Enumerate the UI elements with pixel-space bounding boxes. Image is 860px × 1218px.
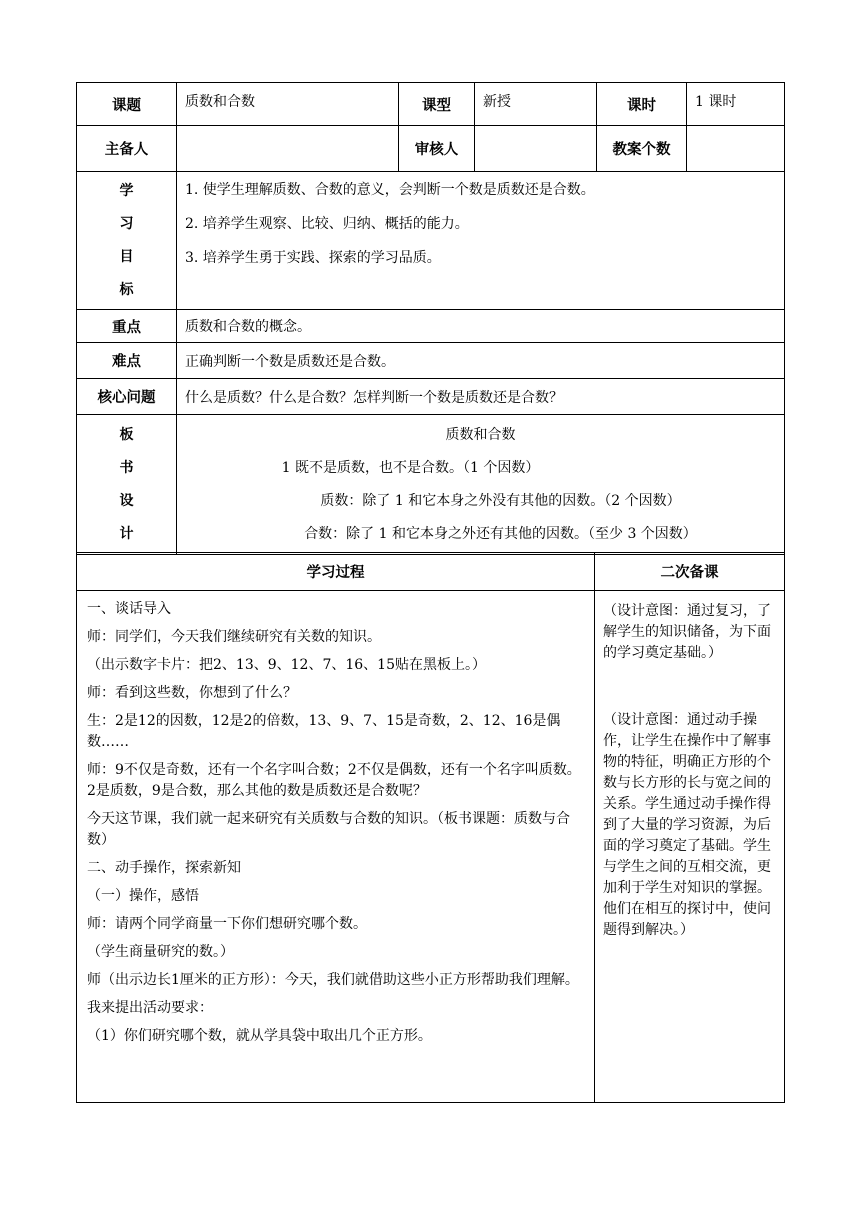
count-label: 教案个数 (597, 126, 687, 172)
difficulty-label: 难点 (77, 343, 177, 379)
process-content (77, 591, 595, 1103)
process-paragraph: （出示数字卡片：把2、13、9、12、7、16、15贴在黑板上。） (87, 657, 486, 673)
process-paragraph: 今天这节课，我们就一起来研究有关质数与合数的知识。（板书课题：质数与合数） (87, 811, 570, 848)
side-note: （设计意图：通过动手操作，让学生在操作中了解事物的特征，明确正方形的个数与长方形的长与宽之间的关系。学生通过动手操作得到了大量的学习资源，为后面的学习奠定了基础。学生与学生之间的互相交流，更加利于学生对知识的掌握。他们在相互的探讨中，使问题得到解决。） (603, 712, 771, 938)
process-paragraph: 我来提出活动要求： (87, 1000, 213, 1016)
process-paragraph: （一）操作，感悟 (87, 888, 199, 904)
difficulty-value: 正确判断一个数是质数还是合数。 (177, 343, 785, 379)
process-title: 学习过程 (77, 553, 595, 591)
board-label-char: 设 (119, 492, 134, 509)
hours-label: 课时 (597, 83, 687, 126)
type-value: 新授 (475, 83, 597, 126)
process-paragraph: 生：2是12的因数，12是2的倍数，13、9、7、15是奇数，2、12、16是偶数…… (87, 713, 561, 750)
process-paragraph: 师：同学们，今天我们继续研究有关数的知识。 (87, 629, 381, 645)
goals-label-char: 目 (119, 248, 134, 265)
process-paragraph: 师（出示边长1厘米的正方形）：今天，我们就借助这些小正方形帮助我们理解。 (87, 972, 579, 988)
type-label: 课型 (399, 83, 475, 126)
board-label-char: 书 (119, 459, 134, 476)
board-title: 质数和合数 (445, 426, 516, 443)
core-question-value: 什么是质数？什么是合数？怎样判断一个数是质数还是合数？ (177, 379, 785, 415)
board-label-char: 板 (119, 426, 134, 443)
goals-label-char: 标 (119, 281, 134, 298)
count-value (687, 126, 785, 172)
process-paragraph: （学生商量研究的数。） (87, 944, 234, 960)
process-paragraph: 师：请两个同学商量一下你们想研究哪个数。 (87, 916, 367, 932)
process-paragraph: 二、动手操作，探索新知 (87, 860, 241, 876)
board-line: 质数：除了 1 和它本身之外没有其他的因数。（2 个因数） (320, 492, 681, 509)
board-line: 1 既不是质数，也不是合数。（1 个因数） (281, 459, 540, 476)
board-label (77, 415, 177, 555)
reviewer-value (475, 126, 597, 172)
goal-item: 1. 使学生理解质数、合数的意义，会判断一个数是质数还是合数。 (185, 182, 595, 198)
key-point-value: 质数和合数的概念。 (177, 310, 785, 343)
side-notes (595, 591, 785, 1103)
topic-label: 课题 (77, 83, 177, 126)
reviewer-label: 审核人 (399, 126, 475, 172)
topic-value: 质数和合数 (177, 83, 399, 126)
process-paragraph: 一、谈话导入 (87, 601, 171, 617)
side-note: （设计意图：通过复习，了解学生的知识储备，为下面的学习奠定基础。） (603, 603, 771, 661)
goal-item: 3. 培养学生勇于实践、探索的学习品质。 (185, 250, 441, 266)
core-question-label: 核心问题 (77, 379, 177, 415)
process-paragraph: 师：看到这些数，你想到了什么？ (87, 685, 297, 701)
process-paragraph: 师：9不仅是奇数，还有一个名字叫合数；2不仅是偶数，还有一个名字叫质数。2是质数，9是合数，那么其他的数是质数还是合数呢？ (87, 762, 581, 799)
board-label-char: 计 (119, 525, 134, 542)
preparer-value (177, 126, 399, 172)
goals-list (177, 172, 785, 310)
process-table (76, 552, 785, 1103)
lesson-info-table (76, 82, 785, 555)
board-line: 合数：除了 1 和它本身之外还有其他的因数。（至少 3 个因数） (304, 525, 697, 542)
goal-item: 2. 培养学生观察、比较、归纳、概括的能力。 (185, 216, 469, 232)
goals-label (77, 172, 177, 310)
goals-label-char: 习 (119, 215, 134, 232)
goals-label-char: 学 (119, 182, 134, 199)
hours-value: 1 课时 (687, 83, 785, 126)
side-title: 二次备课 (595, 553, 785, 591)
process-paragraph: （1）你们研究哪个数，就从学具袋中取出几个正方形。 (87, 1028, 432, 1044)
key-point-label: 重点 (77, 310, 177, 343)
preparer-label: 主备人 (77, 126, 177, 172)
board-design (177, 415, 785, 555)
